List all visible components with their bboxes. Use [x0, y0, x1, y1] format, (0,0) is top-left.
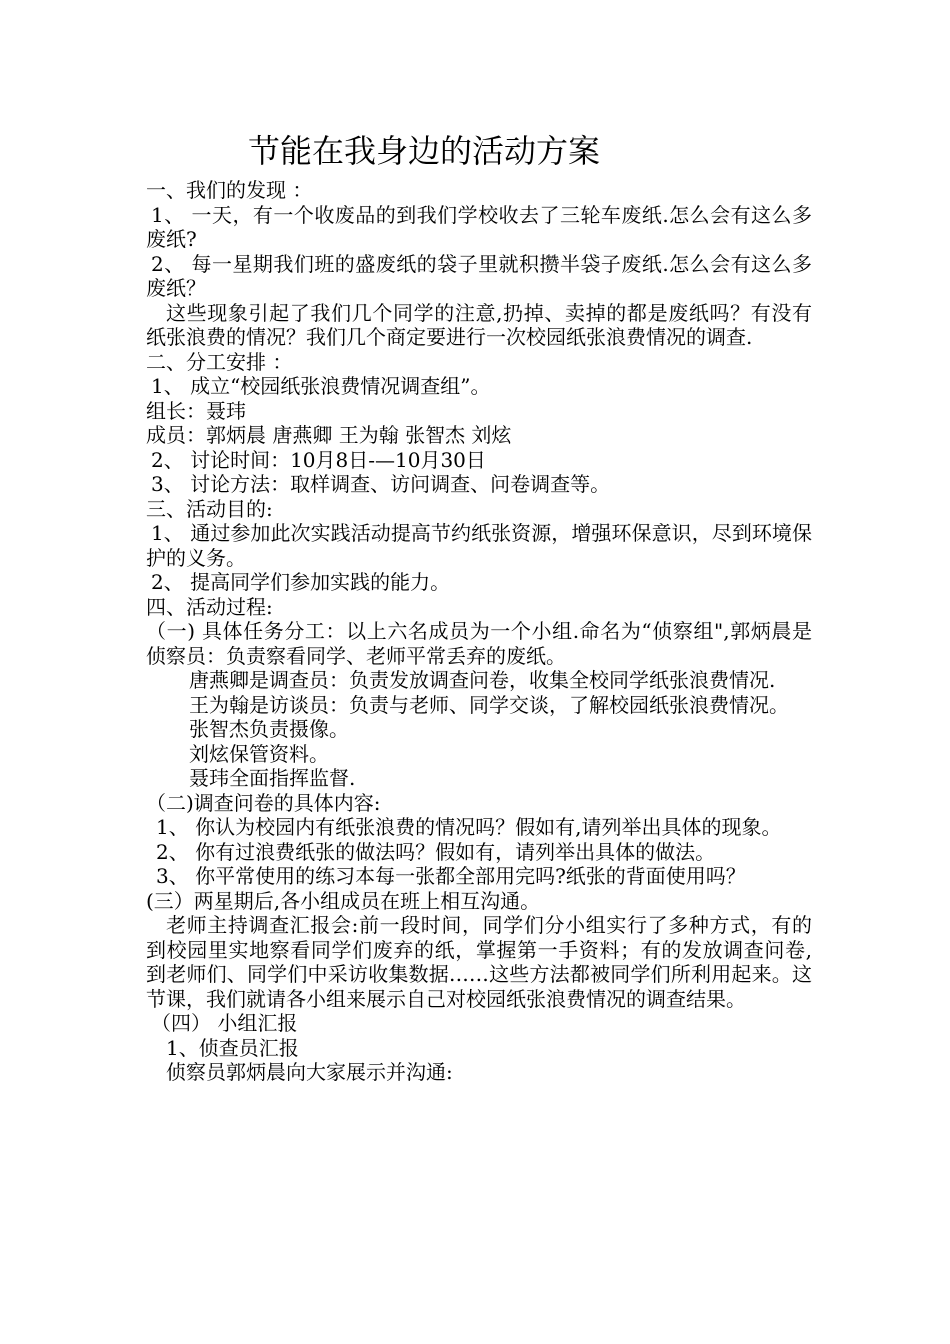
paragraph: 2、 讨论时间：10月8日-—10月30日: [151, 447, 486, 472]
paragraph: 刘炫保管资料。: [189, 741, 329, 766]
paragraph: 张智杰负责摄像。: [189, 717, 349, 741]
paragraph: 唐燕卿是调查员：负责发放调查问卷，收集全校同学纸张浪费情况.: [189, 668, 776, 692]
paragraph: （二)调查问卷的具体内容:: [146, 790, 381, 815]
document-body: [146, 178, 812, 1085]
paragraph: 成员：郭炳晨 唐燕卿 王为翰 张智杰 刘炫: [146, 423, 512, 447]
paragraph: 1、 一天，有一个收废品的到我们学校收去了三轮车废纸.怎么会有这么多废纸?: [146, 202, 812, 251]
section-heading: 三、活动目的:: [146, 496, 273, 521]
paragraph: 这些现象引起了我们几个同学的注意,扔掉、卖掉的都是废纸吗？有没有纸张浪费的情况？我们几个商定要进行一次校园纸张浪费情况的调查.: [146, 300, 812, 349]
paragraph: 聂玮全面指挥监督.: [189, 766, 356, 790]
paragraph: （一) 具体任务分工：以上六名成员为一个小组.命名为“侦察组",郭炳晨是侦察员：负责察看同学、老师平常丢弃的废纸。: [146, 619, 812, 668]
paragraph: 侦察员郭炳晨向大家展示并沟通:: [166, 1060, 453, 1084]
paragraph: 1、 通过参加此次实践活动提高节约纸张资源，增强环保意识，尽到环境保护的义务。: [146, 521, 812, 570]
paragraph: 2、 提高同学们参加实践的能力。: [151, 570, 451, 594]
paragraph: 1、 成立“校园纸张浪费情况调查组”。: [151, 374, 491, 398]
paragraph: 1、 你认为校园内有纸张浪费的情况吗？假如有,请列举出具体的现象。: [156, 815, 782, 839]
paragraph: 王为翰是访谈员：负责与老师、同学交谈，了解校园纸张浪费情况。: [189, 692, 789, 717]
paragraph: （四） 小组汇报: [151, 1011, 298, 1035]
section-heading: 四、活动过程:: [146, 594, 273, 619]
paragraph: 2、 你有过浪费纸张的做法吗？假如有，请列举出具体的做法。: [156, 839, 716, 864]
section-heading: 一、我们的发现 ：: [146, 178, 313, 202]
paragraph: 组长：聂玮: [146, 398, 246, 423]
paragraph: 3、 你平常使用的练习本每一张都全部用完吗?纸张的背面使用吗？: [156, 864, 746, 888]
paragraph: (三）两星期后,各小组成员在班上相互沟通。: [146, 888, 541, 913]
paragraph: 2、 每一星期我们班的盛废纸的袋子里就积攒半袋子废纸.怎么会有这么多废纸？: [146, 251, 812, 300]
paragraph: 3、 讨论方法：取样调查、访问调查、问卷调查等。: [151, 472, 611, 496]
paragraph: 老师主持调查汇报会:前一段时间，同学们分小组实行了多种方式，有的到校园里实地察看同学们废弃的纸，掌握第一手资料；有的发放调查问卷,到老师们、同学们中采访收集数据……这些方法都被同学们所利用起来。这节课，我们就请各小组来展示自己对校园纸张浪费情况的调查结果。: [146, 913, 812, 1011]
paragraph: 1、侦查员汇报: [166, 1035, 299, 1060]
section-heading: 二、分工安排 ：: [146, 349, 293, 374]
document-title: 节能在我身边的活动方案: [248, 132, 601, 170]
